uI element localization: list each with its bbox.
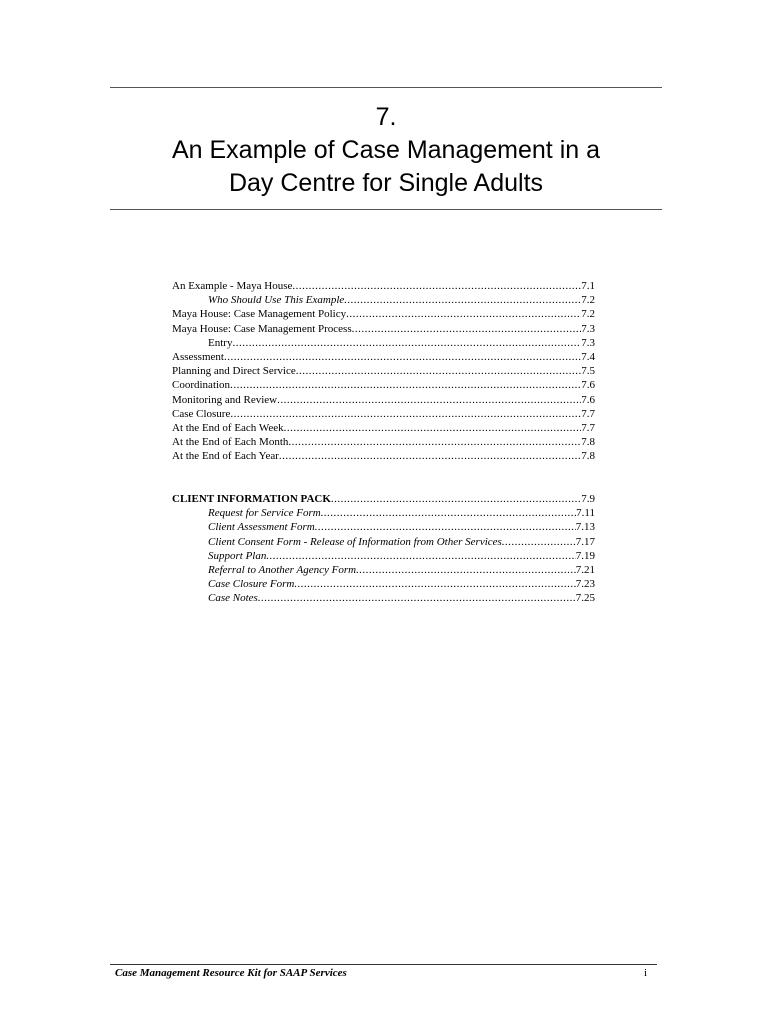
toc-leader (230, 378, 581, 392)
toc-entry-page: 7.2 (581, 294, 595, 307)
toc-entry-page: 7.19 (575, 549, 595, 562)
toc-entry-label: At the End of Each Month (172, 436, 289, 449)
toc-entry-page: 7.1 (581, 280, 595, 292)
toc-leader (294, 577, 575, 591)
toc-entry-label: Planning and Direct Service (172, 365, 296, 378)
toc-leader (292, 279, 581, 293)
toc-leader (356, 563, 576, 577)
toc-entry-page: 7.17 (575, 535, 595, 548)
toc-entry-page: 7.23 (575, 578, 595, 591)
toc-entry-label: Entry (208, 336, 233, 349)
client-information-pack-contents (172, 492, 595, 606)
toc-entry[interactable] (172, 393, 595, 407)
toc-entry-page: 7.4 (581, 350, 595, 363)
toc-entry[interactable] (172, 421, 595, 435)
toc-leader (266, 549, 575, 563)
toc-entry-page: 7.11 (576, 507, 595, 520)
toc-entry-page: 7.25 (575, 592, 595, 605)
toc-leader (288, 435, 581, 449)
toc-entry[interactable] (172, 279, 595, 293)
toc-subentry[interactable] (172, 591, 595, 605)
toc-entry-label: At the End of Each Week (172, 421, 284, 434)
toc-subentry[interactable] (172, 506, 595, 520)
toc-entry[interactable] (172, 350, 595, 364)
toc-entry-label: Client Assessment Form (208, 521, 315, 534)
toc-entry-label: Support Plan (208, 549, 267, 562)
toc-subentry[interactable] (172, 577, 595, 591)
toc-subentry[interactable] (172, 293, 595, 307)
toc-leader (346, 307, 581, 321)
toc-subentry[interactable] (172, 549, 595, 563)
toc-entry-label: Request for Service Form (208, 507, 321, 520)
toc-entry-label: Who Should Use This Example (208, 294, 345, 307)
toc-leader (258, 591, 576, 605)
toc-entry-label: Case Closure (172, 407, 231, 420)
toc-entry-label: Case Notes (208, 592, 258, 605)
toc-entry-page: 7.6 (581, 379, 595, 392)
toc-leader (230, 407, 581, 421)
toc-entry-page: 7.8 (581, 450, 595, 463)
toc-leader (502, 535, 576, 549)
footer-rule (110, 964, 657, 965)
toc-section-heading[interactable] (172, 492, 595, 506)
toc-leader (344, 293, 581, 307)
toc-entry[interactable] (172, 364, 595, 378)
toc-leader (277, 393, 581, 407)
toc-entry[interactable] (172, 435, 595, 449)
toc-entry-page: 7.7 (581, 407, 595, 420)
toc-entry-page: 7.8 (581, 436, 595, 449)
footer-page-number: i (644, 967, 648, 979)
toc-subentry[interactable] (172, 563, 595, 577)
toc-leader (352, 322, 582, 336)
toc-subentry[interactable] (172, 535, 595, 549)
chapter-number: 7. (375, 103, 397, 131)
toc-entry-page: 7.9 (581, 493, 595, 505)
toc-entry[interactable] (172, 378, 595, 392)
toc-leader (232, 336, 581, 350)
toc-entry-label: Coordination (172, 379, 231, 392)
toc-entry-page: 7.21 (575, 563, 595, 576)
toc-entry-label: Case Closure Form (208, 578, 295, 591)
toc-entry-label: Maya House: Case Management Process (172, 322, 352, 335)
toc-subentry[interactable] (172, 520, 595, 534)
toc-entry[interactable] (172, 449, 595, 463)
toc-entry-label: An Example - Maya House (172, 280, 293, 292)
toc-entry-label: Monitoring and Review (172, 393, 278, 406)
chapter-title-line-1: An Example of Case Management in a (171, 136, 600, 164)
toc-entry-page: 7.5 (581, 365, 595, 378)
toc-entry-page: 7.3 (581, 322, 595, 335)
toc-leader (224, 350, 581, 364)
toc-entry-page: 7.7 (581, 421, 595, 434)
header-top-rule (110, 87, 662, 88)
header-bottom-rule (110, 209, 662, 210)
chapter-header (110, 101, 662, 200)
toc-entry-label: Client Consent Form - Release of Information from Other Services (208, 535, 502, 548)
toc-entry[interactable] (172, 322, 595, 336)
toc-entry-page: 7.6 (581, 393, 595, 406)
toc-entry-label: Assessment (172, 350, 224, 363)
toc-entry-label: CLIENT INFORMATION PACK (172, 493, 331, 505)
chapter-title-line-2: Day Centre for Single Adults (228, 169, 544, 197)
toc-leader (331, 492, 581, 506)
table-of-contents (172, 279, 595, 463)
toc-entry[interactable] (172, 307, 595, 321)
toc-subentry[interactable] (172, 336, 595, 350)
toc-entry-page: 7.3 (581, 336, 595, 349)
toc-entry-label: At the End of Each Year (172, 450, 279, 463)
toc-entry-label: Referral to Another Agency Form (208, 563, 357, 576)
toc-entry-page: 7.13 (575, 521, 595, 534)
toc-leader (284, 421, 582, 435)
toc-entry-label: Maya House: Case Management Policy (172, 308, 347, 321)
toc-leader (296, 364, 582, 378)
toc-entry-page: 7.2 (581, 308, 595, 321)
toc-entry[interactable] (172, 407, 595, 421)
toc-leader (279, 449, 581, 463)
footer-title: Case Management Resource Kit for SAAP Services (115, 967, 347, 979)
toc-leader (321, 506, 576, 520)
toc-leader (315, 520, 576, 534)
